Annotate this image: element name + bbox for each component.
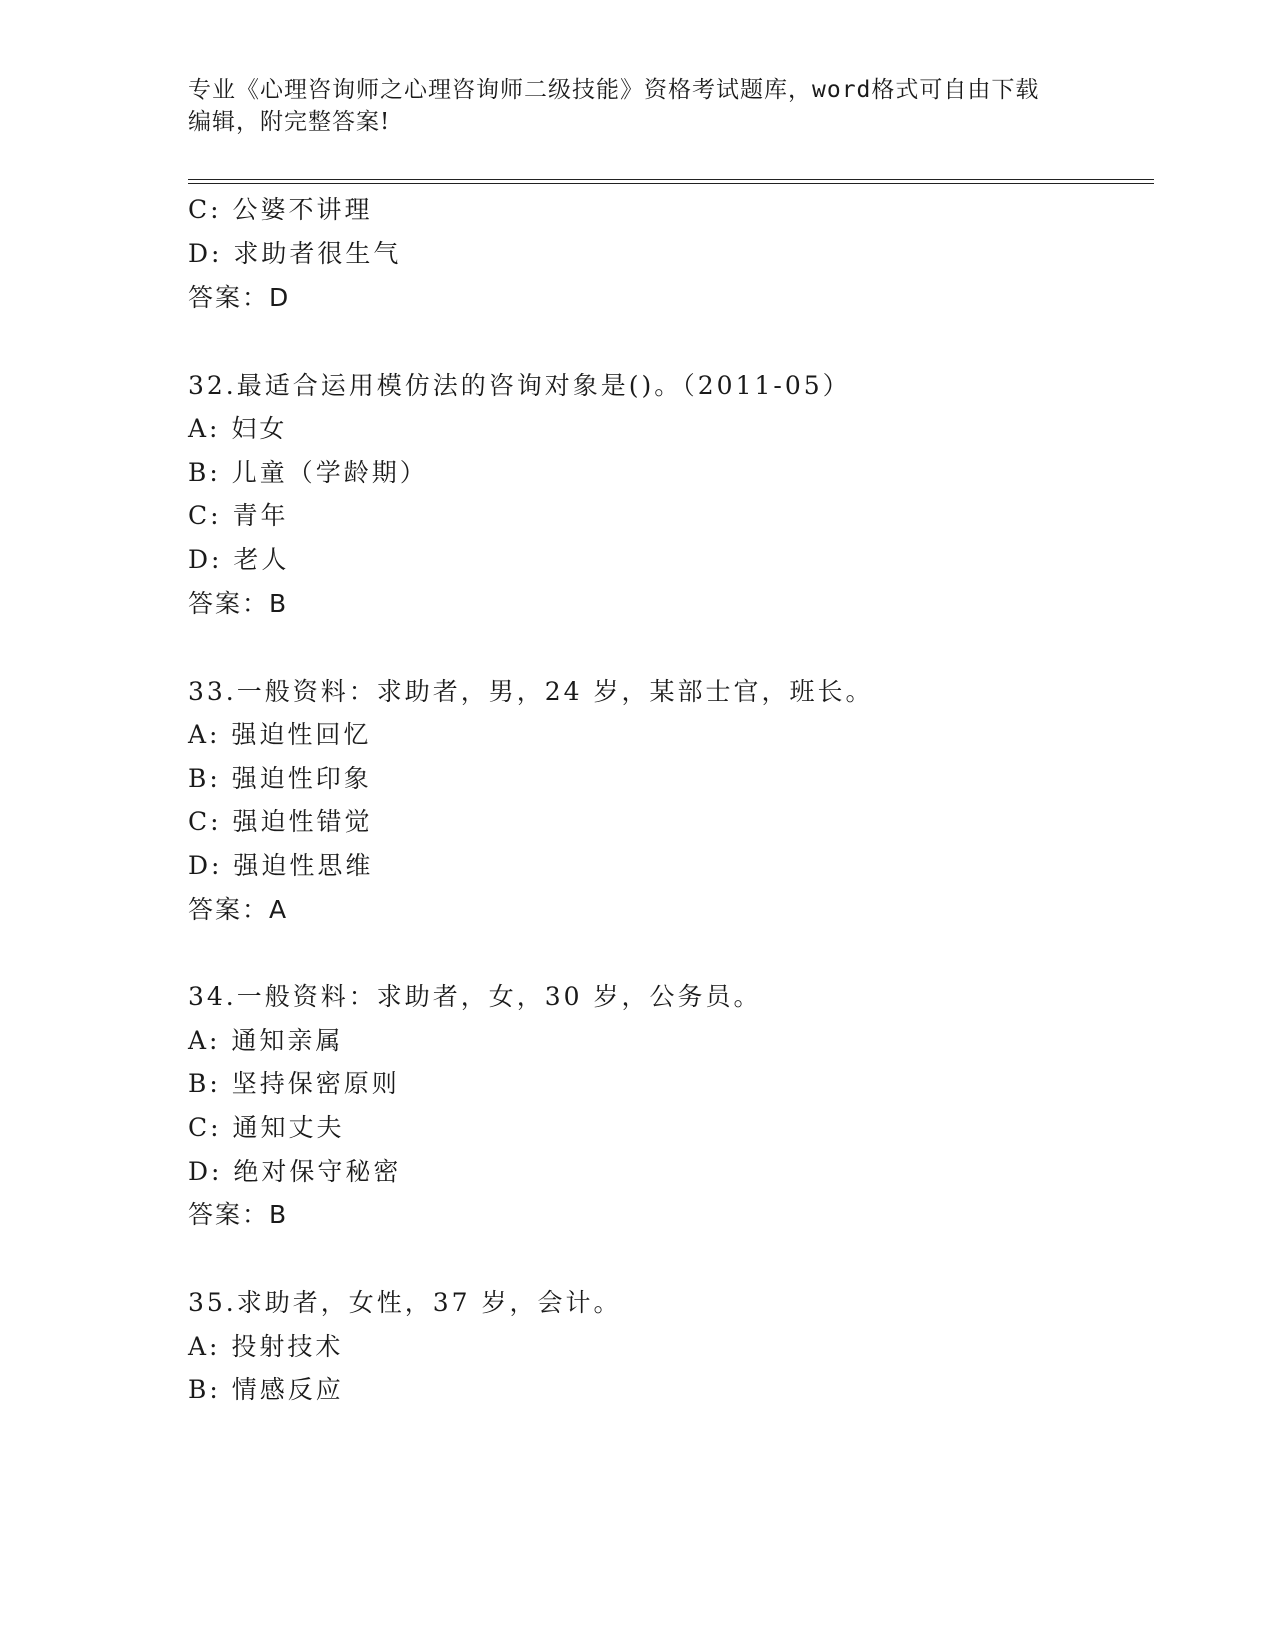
- header-divider-top: [188, 179, 1154, 180]
- q35-option-b: B: 情感反应: [188, 1375, 344, 1404]
- q32-option-a: A: 妇女: [188, 414, 288, 443]
- q33-option-a: A: 强迫性回忆: [188, 720, 372, 749]
- header-line-1: [188, 74, 1088, 106]
- header-divider-bottom: [188, 183, 1154, 184]
- q31-option-c: C: 公婆不讲理: [188, 195, 373, 224]
- q32-answer: 答案：B: [188, 589, 289, 618]
- q32-option-c: C: 青年: [188, 501, 289, 530]
- q34-option-a: A: 通知亲属: [188, 1026, 344, 1055]
- header-line-1-word: word: [812, 77, 872, 103]
- document-header: [188, 74, 1088, 138]
- q31-option-d: D: 求助者很生气: [188, 239, 402, 268]
- q32-option-b: B: 儿童（学龄期）: [188, 458, 428, 487]
- q34-answer: 答案：B: [188, 1200, 289, 1229]
- q35-question: 35.求助者，女性，37 岁，会计。: [188, 1288, 622, 1317]
- q33-question: 33.一般资料：求助者，男，24 岁，某部士官，班长。: [188, 677, 874, 706]
- q33-answer: 答案：A: [188, 895, 289, 924]
- q34-option-c: C: 通知丈夫: [188, 1113, 345, 1142]
- q31-answer: 答案：D: [188, 283, 291, 312]
- q33-option-d: D: 强迫性思维: [188, 851, 374, 880]
- header-line-1-part-b: 格式可自由下载: [871, 77, 1040, 103]
- q34-option-b: B: 坚持保密原则: [188, 1069, 400, 1098]
- q32-question: 32.最适合运用模仿法的咨询对象是()。（2011-05）: [188, 371, 851, 400]
- q34-option-d: D: 绝对保守秘密: [188, 1157, 402, 1186]
- header-line-1-part-a: 专业《心理咨询师之心理咨询师二级技能》资格考试题库，: [188, 77, 812, 103]
- q33-option-b: B: 强迫性印象: [188, 764, 372, 793]
- q35-option-a: A: 投射技术: [188, 1332, 344, 1361]
- q33-option-c: C: 强迫性错觉: [188, 807, 373, 836]
- q34-question: 34.一般资料：求助者，女，30 岁，公务员。: [188, 982, 762, 1011]
- q32-option-d: D: 老人: [188, 545, 290, 574]
- header-line-2: 编辑，附完整答案!: [188, 109, 391, 135]
